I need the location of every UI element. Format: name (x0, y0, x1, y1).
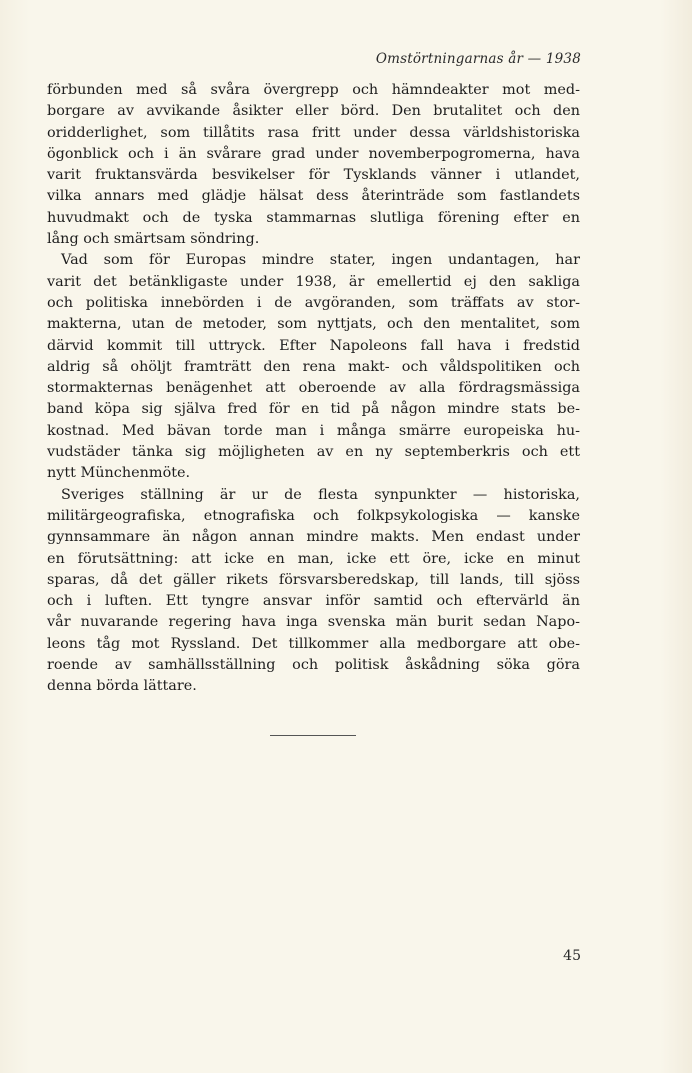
text-line: vudstäder tänka sig möjligheten av en ny septemberkris och ett (47, 444, 580, 461)
paragraph-3 (47, 485, 580, 698)
paragraph-1 (47, 80, 580, 250)
text-line: huvudmakt och de tyska stammarnas slutliga förening efter en (47, 209, 580, 226)
running-head: Omstörtningarnas år — 1938 (375, 51, 581, 67)
text-line: nytt Münchenmöte. (47, 465, 191, 482)
text-line: Vad som för Europas mindre stater, ingen undantagen, har (61, 252, 580, 269)
paragraph-2 (47, 250, 580, 484)
text-line: makterna, utan de metoder, som nyttjats, och den mentalitet, som (47, 316, 580, 333)
text-line: militärgeografiska, etnografiska och folkpsykologiska — kanske (47, 507, 580, 524)
text-line: och i luften. Ett tyngre ansvar inför samtid och eftervärld än (47, 593, 580, 610)
text-line: varit fruktansvärda besvikelser för Tysklands vänner i utlandet, (47, 167, 580, 184)
text-line: band köpa sig själva fred för en tid på någon mindre stats be- (47, 401, 580, 418)
text-line: en förutsättning: att icke en man, icke ett öre, icke en minut (47, 550, 580, 567)
text-line: borgare av avvikande åsikter eller börd. Den brutalitet och den (47, 103, 580, 120)
text-line: lång och smärtsam söndring. (47, 231, 260, 248)
body-text (47, 80, 580, 698)
text-line: därvid kommit till uttryck. Efter Napoleons fall hava i fredstid (47, 337, 580, 354)
text-line: vilka annars med glädje hälsat dess återinträde som fastlandets (47, 188, 580, 205)
text-line: och politiska innebörden i de avgöranden, som träffats av stor- (47, 294, 580, 311)
text-line: kostnad. Med bävan torde man i många smärre europeiska hu- (47, 422, 580, 439)
text-line: leons tåg mot Ryssland. Det tillkommer alla medborgare att obe- (47, 635, 580, 652)
text-line: roende av samhällsställning och politisk åskådning söka göra (47, 657, 580, 674)
text-line: Sveriges ställning är ur de flesta synpunkter — historiska, (61, 486, 580, 503)
text-line: denna börda lättare. (47, 678, 197, 695)
text-line: gynnsammare än någon annan mindre makts. Men endast under (47, 529, 580, 546)
text-line: stormakternas benägenhet att oberoende av alla fördragsmässiga (47, 380, 580, 397)
section-divider (270, 735, 356, 736)
text-line: ögonblick och i än svårare grad under novemberpogromerna, hava (47, 145, 580, 162)
text-line: vår nuvarande regering hava inga svenska män burit sedan Napo- (47, 614, 580, 631)
text-line: aldrig så ohöljt framträtt den rena makt- och våldspolitiken och (47, 358, 580, 375)
text-line: sparas, då det gäller rikets försvarsberedskap, till lands, till sjöss (47, 571, 580, 588)
text-line: förbunden med så svåra övergrepp och hämndeakter mot med- (47, 82, 580, 98)
text-line: oridderlighet, som tillåtits rasa fritt under dessa världshistoriska (47, 124, 580, 141)
text-line: varit det betänkligaste under 1938, är emellertid ej den sakliga (47, 273, 580, 290)
page-number: 45 (563, 948, 581, 964)
